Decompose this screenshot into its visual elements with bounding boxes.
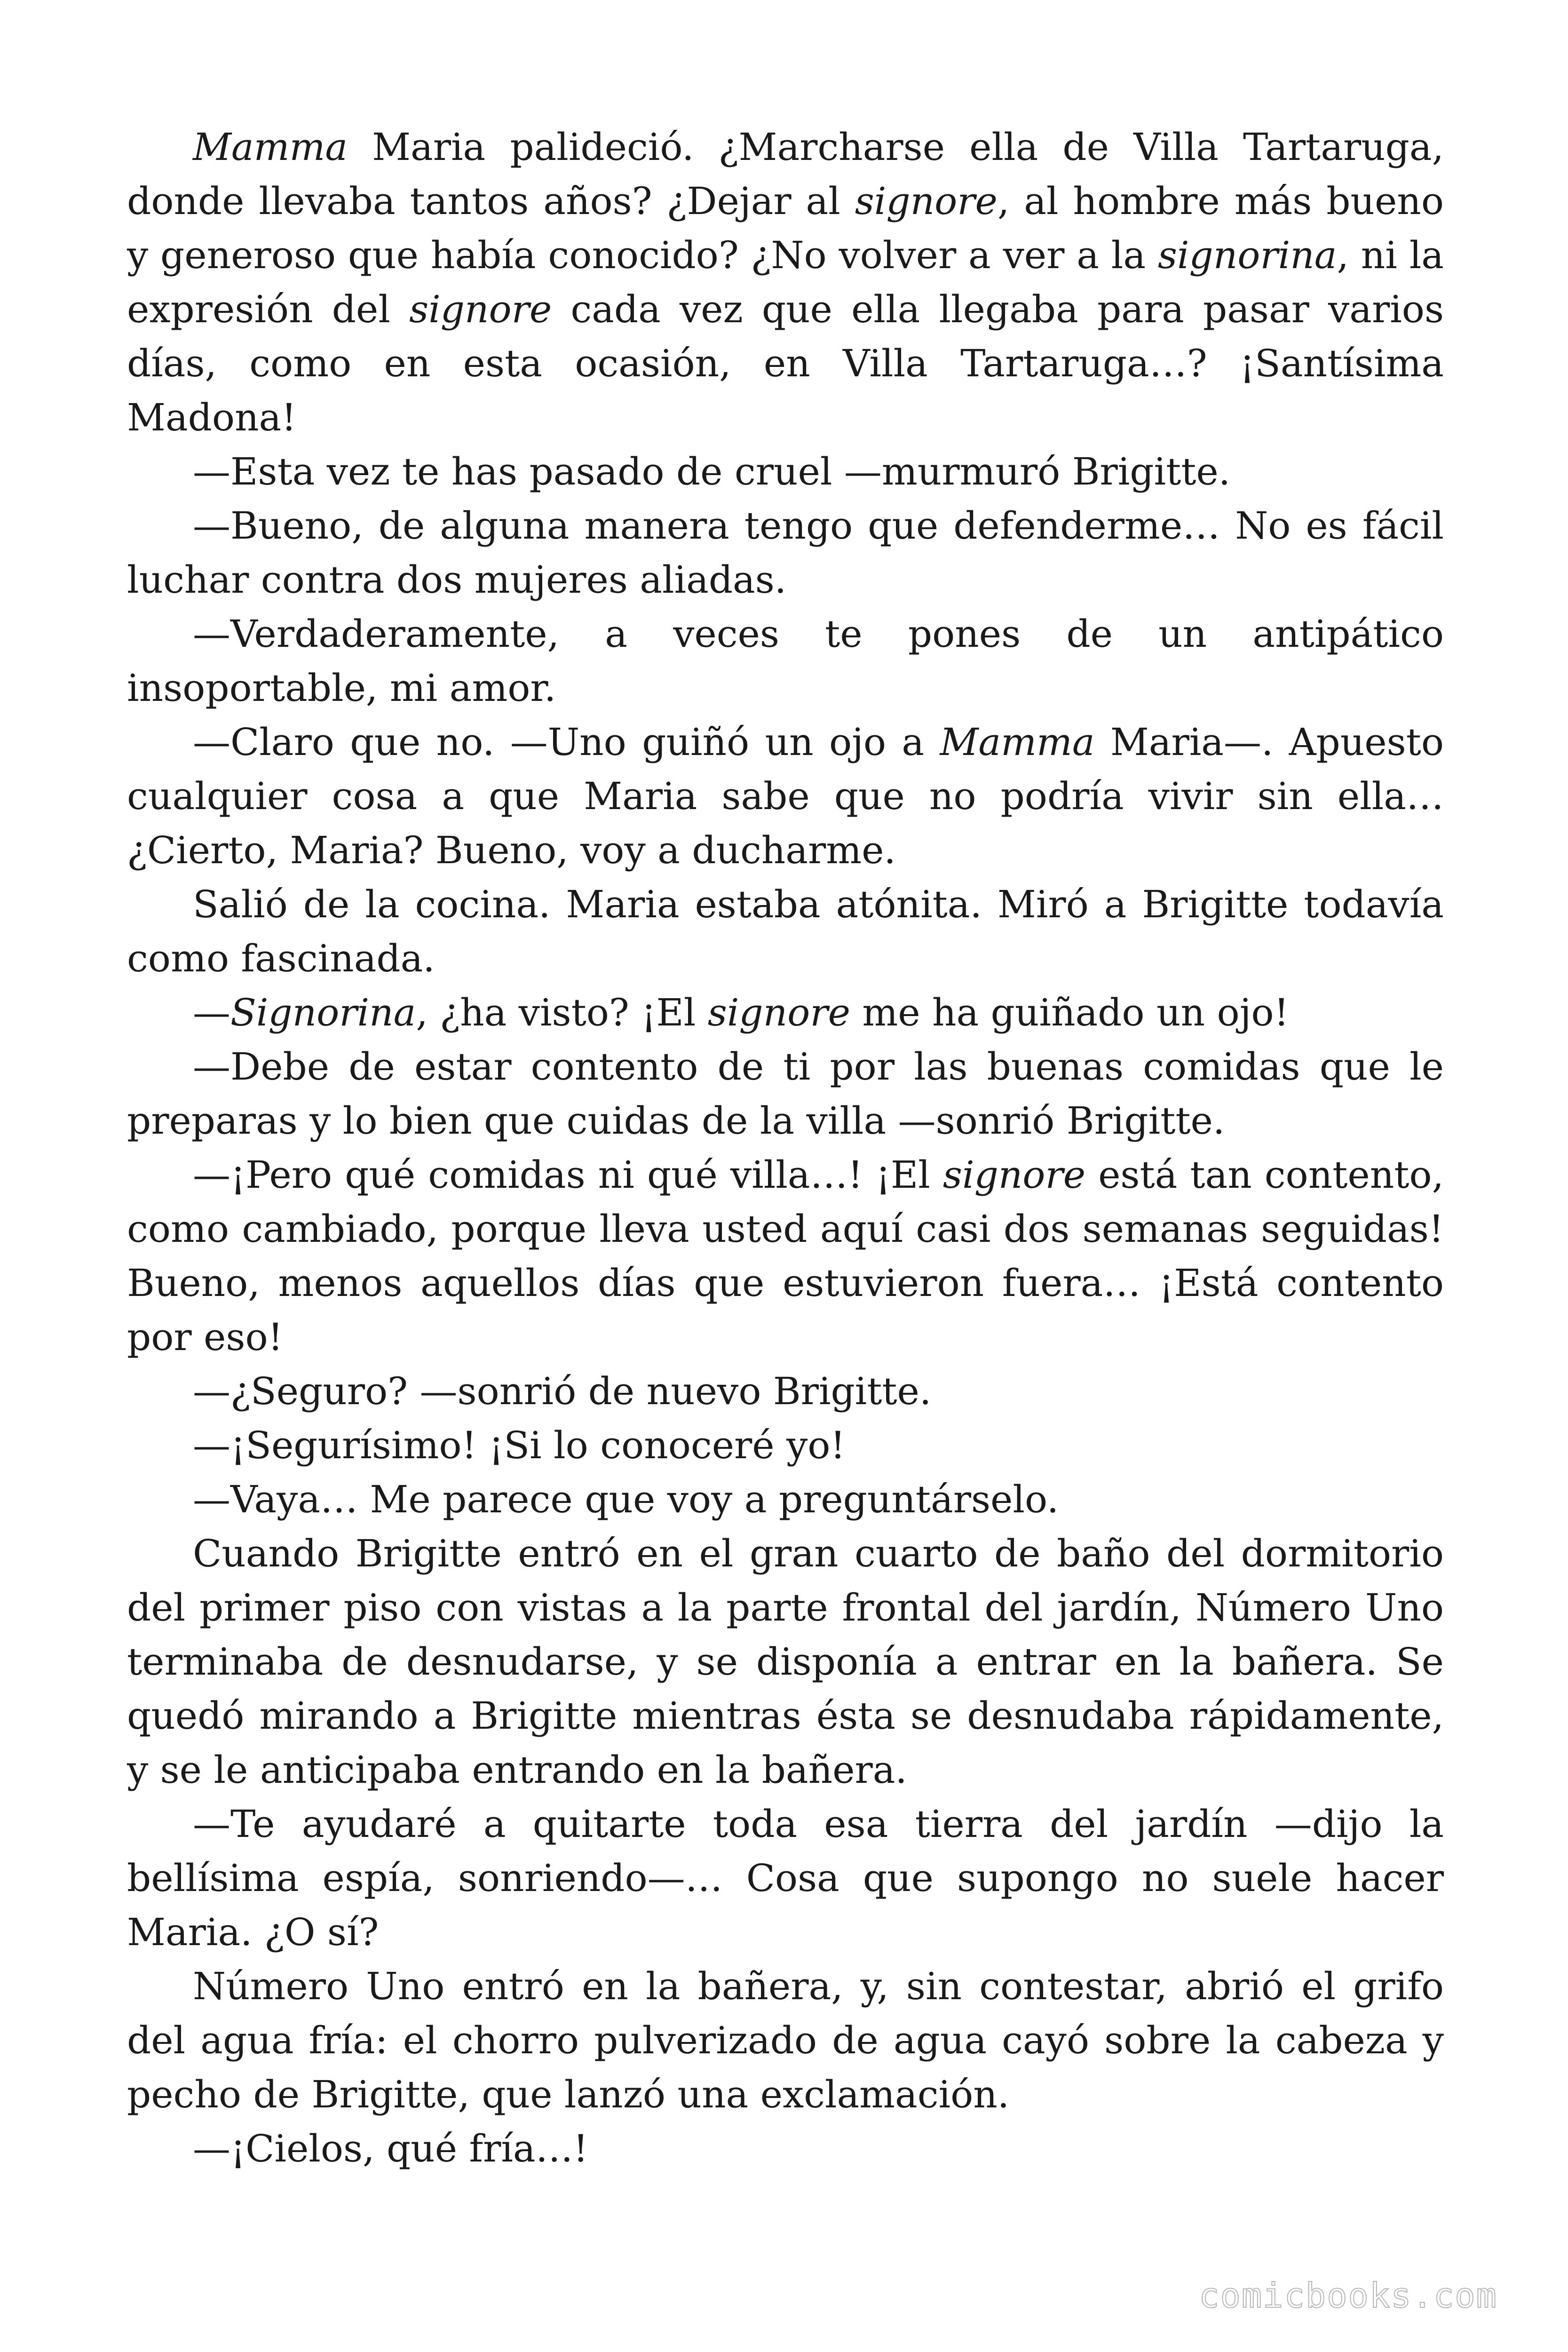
text-run: —Claro que no. —Uno guiñó un ojo a [193, 720, 940, 764]
italic-run: Mamma [193, 125, 348, 169]
text-run: está tan contento, como cambiado, porque lleva usted aquí casi dos semanas seguidas! Bueno, menos aquellos días que estuvieron fuera… ¡Está contento por eso! [127, 1153, 1444, 1359]
italic-run: signore [707, 991, 850, 1034]
text-run: —Vaya… Me parece que voy a preguntárselo. [193, 1478, 1059, 1521]
paragraph [127, 445, 1444, 499]
italic-run: Mamma [940, 720, 1095, 764]
paragraph [127, 1959, 1444, 2122]
paragraph [127, 2122, 1444, 2176]
book-page-text [127, 120, 1444, 2176]
text-run: , ni la expresión del [127, 233, 1444, 331]
paragraph [127, 607, 1444, 715]
italic-run: Signorina [230, 991, 416, 1034]
text-run: —¡Pero qué comidas ni qué villa…! ¡El [193, 1153, 943, 1197]
text-run: me ha guiñado un ojo! [850, 991, 1289, 1034]
text-run: Maria palideció. ¿Marcharse ella de Villa Tartaruga, donde llevaba tantos años? ¿Dejar al [127, 125, 1444, 223]
italic-run: signore [855, 179, 998, 223]
paragraph [127, 1418, 1444, 1472]
text-run: cada vez que ella llegaba para pasar varios días, como en esta ocasión, en Villa Tartaruga…? ¡Santísima Madona! [127, 287, 1444, 439]
watermark: comicbooks.com [1199, 2276, 1497, 2315]
text-run: Número Uno entró en la bañera, y, sin contestar, abrió el grifo del agua fría: el chorro pulverizado de agua cayó sobre la cabeza y pecho de Brigitte, que lanzó una exclamación. [127, 1964, 1444, 2116]
paragraph [127, 715, 1444, 877]
text-run: , ¿ha visto? ¡El [416, 991, 708, 1034]
paragraph [127, 120, 1444, 445]
text-run: , al hombre más bueno y generoso que había conocido? ¿No volver a ver a la [127, 179, 1444, 277]
paragraph [127, 1526, 1444, 1797]
text-run: Salió de la cocina. Maria estaba atónita. Miró a Brigitte todavía como fascinada. [127, 882, 1444, 980]
text-run: —Verdaderamente, a veces te pones de un antipático insoportable, mi amor. [127, 612, 1444, 710]
text-run: —¿Seguro? —sonrió de nuevo Brigitte. [193, 1369, 932, 1413]
paragraph [127, 1148, 1444, 1364]
text-run: Cuando Brigitte entró en el gran cuarto de baño del dormitorio del primer piso con vistas a la parte frontal del jardín, Número Uno terminaba de desnudarse, y se disponía a entrar en la bañera. Se quedó mirando a Brigitte mientras ésta se desnudaba rápidamente, y se le anticipaba entrando en la bañera. [127, 1532, 1444, 1792]
paragraph [127, 499, 1444, 607]
paragraph [127, 1472, 1444, 1526]
text-run: Maria—. Apuesto cualquier cosa a que Maria sabe que no podría vivir sin ella… ¿Cierto, Maria? Bueno, voy a ducharme. [127, 720, 1444, 872]
text-run: —¡Segurísimo! ¡Si lo conoceré yo! [193, 1423, 846, 1467]
text-run: —¡Cielos, qué fría…! [193, 2127, 588, 2170]
text-run: — [193, 991, 230, 1034]
text-run: —Te ayudaré a quitarte toda esa tierra del jardín —dijo la bellísima espía, sonriendo—… Cosa que supongo no suele hacer Maria. ¿O sí? [127, 1802, 1444, 1954]
italic-run: signorina [1157, 233, 1337, 277]
paragraph [127, 1040, 1444, 1148]
paragraph [127, 877, 1444, 985]
paragraph [127, 985, 1444, 1040]
italic-run: signore [942, 1153, 1086, 1197]
paragraph [127, 1797, 1444, 1959]
text-run: —Esta vez te has pasado de cruel —murmuró Brigitte. [193, 450, 1231, 493]
text-run: —Bueno, de alguna manera tengo que defenderme… No es fácil luchar contra dos mujeres aliadas. [127, 504, 1444, 602]
text-run: —Debe de estar contento de ti por las buenas comidas que le preparas y lo bien que cuidas de la villa —sonrió Brigitte. [127, 1045, 1444, 1143]
italic-run: signore [409, 287, 552, 331]
paragraph [127, 1364, 1444, 1418]
